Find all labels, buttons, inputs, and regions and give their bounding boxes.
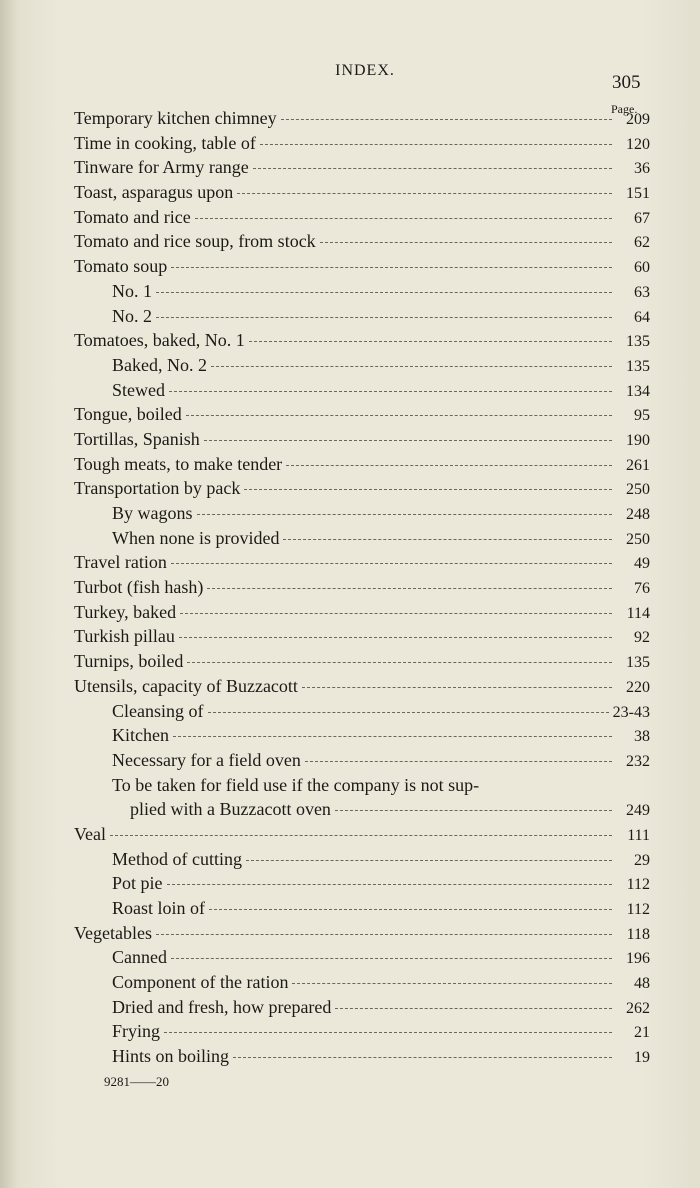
dot-leader xyxy=(197,514,613,515)
entry-text: Dried and fresh, how prepared xyxy=(112,996,332,1017)
entry-text: Stewed xyxy=(112,379,165,400)
index-entry xyxy=(74,773,650,798)
printer-signature: 9281——20 xyxy=(104,1074,169,1089)
dot-leader xyxy=(253,168,612,169)
dot-leader xyxy=(208,712,609,713)
entry-page-number: 49 xyxy=(634,555,650,573)
index-entry xyxy=(74,575,650,600)
entry-page-number: 112 xyxy=(626,901,650,918)
page-number: 305 xyxy=(612,72,641,93)
entry-text: Necessary for a field oven xyxy=(112,749,301,770)
dot-leader xyxy=(187,662,612,663)
index-entry xyxy=(74,229,650,254)
dot-leader xyxy=(211,366,612,367)
entry-page-number: 250 xyxy=(626,481,650,499)
dot-leader xyxy=(167,884,612,885)
entry-page-number: 111 xyxy=(627,826,650,844)
dot-leader xyxy=(249,341,612,342)
entry-page-number: 135 xyxy=(626,357,650,375)
dot-leader xyxy=(302,687,612,688)
entry-text: Time in cooking, table of xyxy=(74,132,256,153)
index-entry xyxy=(74,945,650,970)
index-entry xyxy=(74,624,650,649)
dot-leader xyxy=(335,810,612,811)
dot-leader xyxy=(156,292,612,293)
dot-leader xyxy=(246,860,612,861)
entry-page-number: 151 xyxy=(626,185,650,203)
dot-leader xyxy=(169,391,612,392)
index-entry xyxy=(74,254,650,279)
index-entry xyxy=(74,378,650,403)
entry-text: Toast, asparagus upon xyxy=(74,182,234,203)
dot-leader xyxy=(244,489,612,490)
index-entry xyxy=(74,649,650,674)
entry-text: Turbot (fish hash) xyxy=(74,577,204,598)
index-entry xyxy=(74,921,650,946)
entry-text: No. 2 xyxy=(112,305,152,326)
entry-page-number: 249 xyxy=(626,802,650,820)
entry-text: When none is provided xyxy=(112,527,280,548)
index-entry xyxy=(74,501,650,526)
entry-page-number: 76 xyxy=(634,580,650,598)
index-entries xyxy=(74,106,650,1069)
index-entry xyxy=(74,131,650,156)
index-entry xyxy=(74,452,650,477)
index-entry xyxy=(74,699,650,724)
entry-text: Method of cutting xyxy=(112,848,242,869)
dot-leader xyxy=(233,1057,612,1058)
index-entry xyxy=(74,1044,650,1069)
entry-text: Turnips, boiled xyxy=(74,651,184,672)
dot-leader xyxy=(110,835,612,836)
entry-page-number: 135 xyxy=(626,654,650,672)
entry-text: Cleansing of xyxy=(112,700,204,721)
entry-page-number: 62 xyxy=(634,234,650,252)
entry-text: Utensils, capacity of Buzzacott xyxy=(74,675,298,696)
dot-leader xyxy=(209,909,612,910)
entry-page-number: 209 xyxy=(626,111,650,128)
dot-leader xyxy=(171,958,612,959)
entry-page-number: 134 xyxy=(626,382,650,400)
entry-page-number: 48 xyxy=(634,975,650,993)
entry-text: Tough meats, to make tender xyxy=(74,453,283,474)
index-entry xyxy=(74,476,650,501)
dot-leader xyxy=(335,1008,612,1009)
dot-leader xyxy=(156,934,612,935)
entry-page-number: 118 xyxy=(626,925,650,943)
index-entry xyxy=(74,723,650,748)
index-entry xyxy=(74,427,650,452)
dot-leader xyxy=(180,613,612,614)
entry-text: Component of the ration xyxy=(112,972,289,993)
entry-text: Vegetables xyxy=(74,922,152,943)
entry-page-number: 262 xyxy=(626,999,650,1017)
entry-text: plied with a Buzzacott oven xyxy=(130,799,331,820)
index-entry xyxy=(74,995,650,1020)
entry-text: By wagons xyxy=(112,503,193,523)
index-entry xyxy=(74,748,650,773)
entry-page-number: 36 xyxy=(634,160,650,178)
entry-text: Tortillas, Spanish xyxy=(74,428,200,449)
dot-leader xyxy=(283,539,612,540)
index-entry xyxy=(74,353,650,378)
dot-leader xyxy=(237,193,612,194)
entry-text: Frying xyxy=(112,1021,161,1042)
entry-page-number: 60 xyxy=(634,259,650,277)
entry-page-number: 63 xyxy=(634,283,650,301)
dot-leader xyxy=(173,736,612,737)
dot-leader xyxy=(292,983,612,984)
entry-page-number: 135 xyxy=(626,333,650,351)
entry-text: Veal xyxy=(74,823,106,844)
index-entry xyxy=(74,1019,650,1044)
entry-text: Turkish pillau xyxy=(74,626,175,647)
index-entry xyxy=(74,279,650,304)
entry-page-number: 190 xyxy=(626,431,650,449)
dot-leader xyxy=(171,563,612,564)
entry-page-number: 232 xyxy=(626,752,650,770)
dot-leader xyxy=(281,119,612,120)
entry-page-number: 120 xyxy=(626,135,650,153)
index-entry xyxy=(74,526,650,551)
dot-leader xyxy=(260,144,612,145)
entry-text: No. 1 xyxy=(112,280,152,301)
entry-text: Canned xyxy=(112,947,167,968)
dot-leader xyxy=(164,1032,612,1033)
entry-page-number: 38 xyxy=(634,728,650,746)
entry-page-number: 29 xyxy=(634,851,650,869)
index-entry xyxy=(74,205,650,230)
dot-leader xyxy=(186,415,612,416)
entry-text: Tinware for Army range xyxy=(74,157,249,178)
entry-text: Tomato and rice xyxy=(74,206,191,227)
entry-text: Travel ration xyxy=(74,552,167,573)
entry-page-number: 114 xyxy=(626,604,650,622)
index-entry xyxy=(74,328,650,353)
entry-page-number: 248 xyxy=(626,506,650,523)
dot-leader xyxy=(171,267,612,268)
index-entry xyxy=(74,822,650,847)
index-entry xyxy=(74,970,650,995)
index-entry xyxy=(74,674,650,699)
entry-text: Roast loin of xyxy=(112,898,205,918)
entry-page-number: 19 xyxy=(634,1049,650,1067)
index-entry xyxy=(74,896,650,921)
entry-page-number: 196 xyxy=(626,950,650,968)
entry-text: Tomatoes, baked, No. 1 xyxy=(74,330,245,351)
index-entry xyxy=(74,402,650,427)
dot-leader xyxy=(320,242,612,243)
entry-text: Temporary kitchen chimney xyxy=(74,108,277,128)
index-entry xyxy=(74,550,650,575)
dot-leader xyxy=(179,637,612,638)
entry-text: Kitchen xyxy=(112,725,169,746)
index-entry xyxy=(74,797,650,822)
index-entry xyxy=(74,180,650,205)
entry-page-number: 21 xyxy=(634,1024,650,1042)
entry-text: Hints on boiling xyxy=(112,1046,230,1067)
index-entry xyxy=(74,155,650,180)
entry-text: Baked, No. 2 xyxy=(112,354,207,375)
entry-text: Pot pie xyxy=(112,873,163,894)
dot-leader xyxy=(286,465,612,466)
page-column-label: Page. xyxy=(611,102,638,116)
entry-page-number: 95 xyxy=(634,407,650,425)
entry-page-number: 23-43 xyxy=(612,703,650,721)
entry-page-number: 67 xyxy=(634,209,650,227)
dot-leader xyxy=(207,588,612,589)
dot-leader xyxy=(305,761,612,762)
entry-text: Tongue, boiled xyxy=(74,404,182,425)
index-entry xyxy=(74,871,650,896)
entry-page-number: 112 xyxy=(626,876,650,894)
running-header: INDEX. xyxy=(335,62,395,79)
entry-page-number: 64 xyxy=(634,308,650,326)
entry-text: Tomato soup xyxy=(74,256,168,277)
dot-leader xyxy=(156,317,612,318)
entry-text: Turkey, baked xyxy=(74,601,177,622)
entry-page-number: 261 xyxy=(626,456,650,474)
index-entry xyxy=(74,847,650,872)
dot-leader xyxy=(195,218,612,219)
dot-leader xyxy=(204,440,612,441)
index-entry xyxy=(74,304,650,329)
entry-text: Transportation by pack xyxy=(74,478,241,499)
entry-text: Tomato and rice soup, from stock xyxy=(74,231,316,252)
entry-page-number: 92 xyxy=(634,629,650,647)
entry-text: To be taken for field use if the company is not sup- xyxy=(112,774,480,795)
index-entry xyxy=(74,600,650,625)
entry-page-number: 250 xyxy=(626,530,650,548)
index-entry xyxy=(74,106,650,131)
entry-page-number: 220 xyxy=(626,678,650,696)
